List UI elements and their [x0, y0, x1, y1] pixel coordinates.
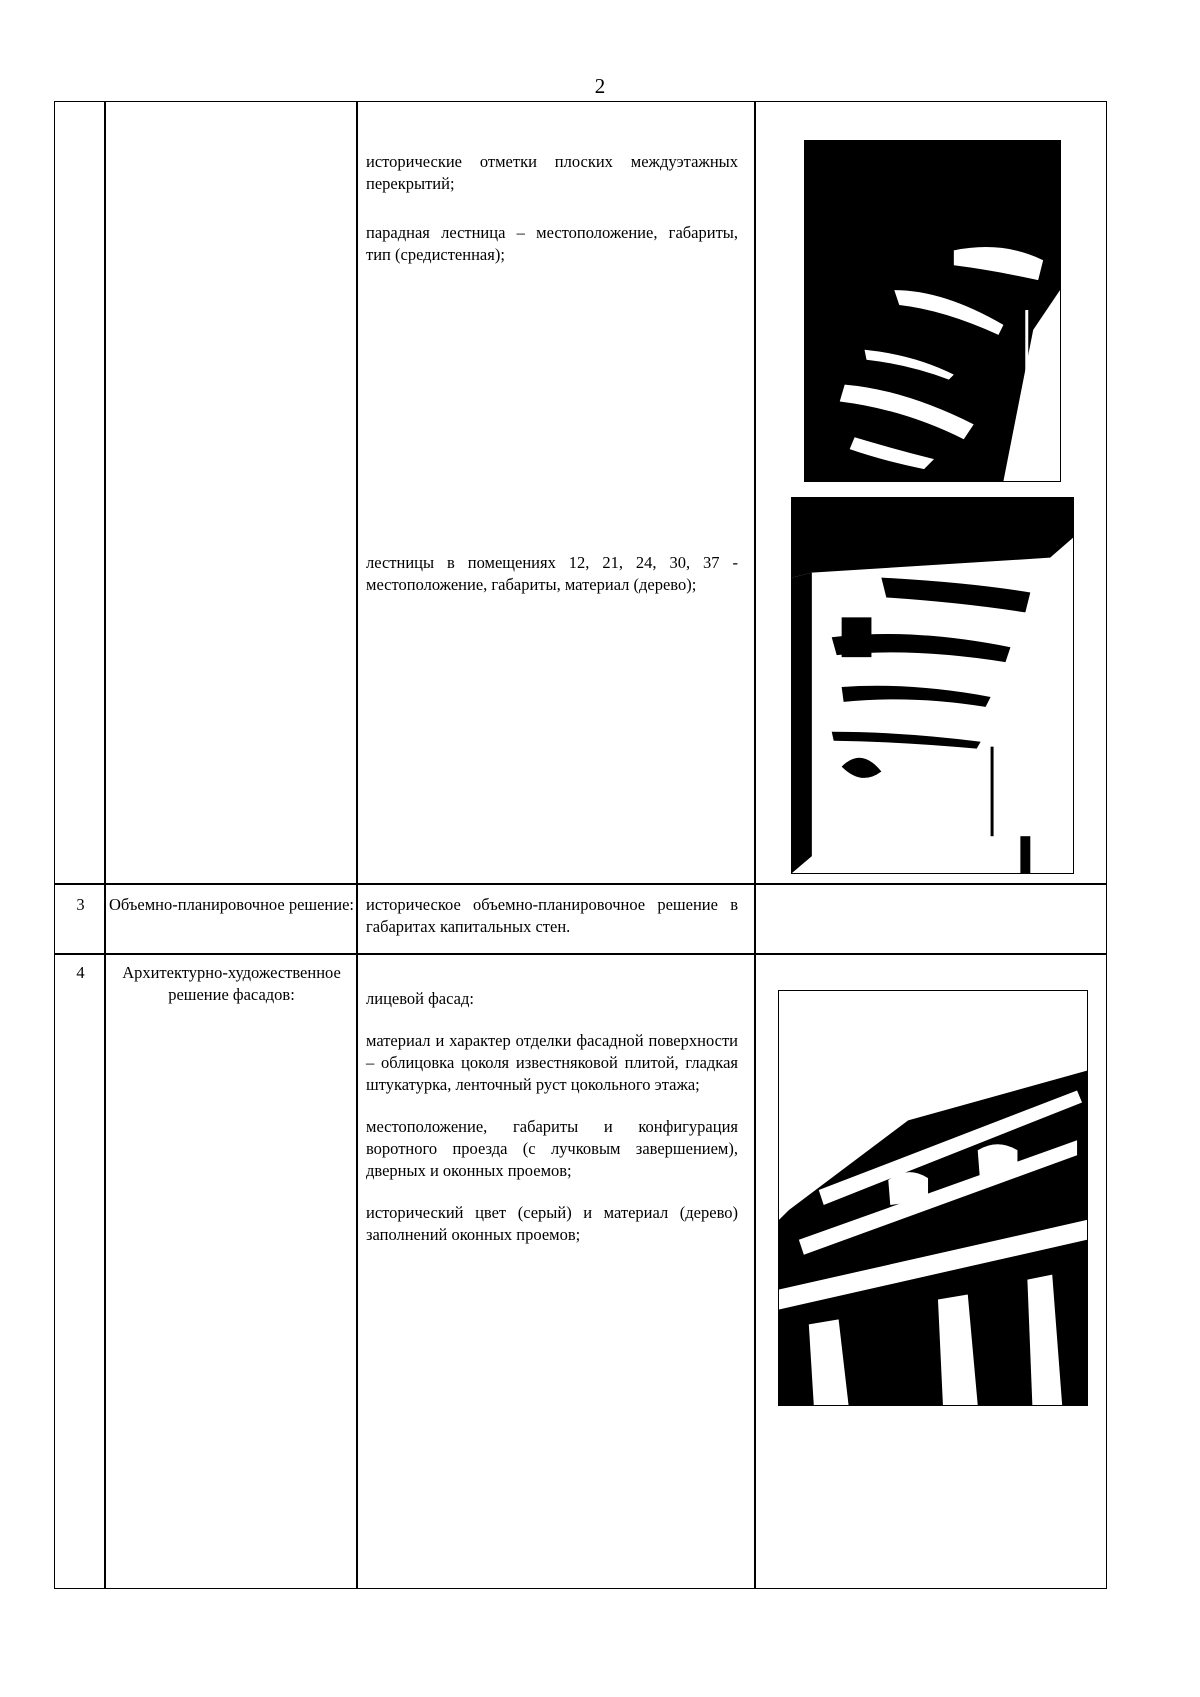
description-item: парадная лестница – местоположение, габариты, тип (средистенная);: [366, 223, 738, 264]
row-description: [366, 151, 738, 195]
staircase-photo: [804, 140, 1061, 482]
column-divider: [104, 102, 106, 1588]
row-description: [366, 988, 738, 1246]
description-item: лестницы в помещениях 12, 21, 24, 30, 37 - местоположение, габариты, материал (дерево);: [366, 553, 738, 594]
page-number: 2: [594, 74, 606, 98]
description-item: исторические отметки плоских междуэтажных перекрытий;: [366, 152, 738, 193]
description-item: лицевой фасад:: [366, 989, 474, 1008]
row-description: [366, 222, 738, 266]
row-title: Архитектурно-художественное решение фасадов:: [122, 963, 341, 1004]
row-description: [366, 552, 738, 596]
description-item: исторический цвет (серый) и материал (дерево) заполнений оконных проемов;: [366, 1203, 738, 1244]
description-item: историческое объемно-планировочное решение в габаритах капитальных стен.: [366, 895, 738, 936]
facade-photo: [778, 990, 1088, 1406]
row-description: [366, 894, 738, 938]
row-divider: [55, 953, 1106, 955]
row-number: 3: [76, 895, 85, 914]
column-divider: [754, 102, 756, 1588]
row-title: Объемно-планировочное решение:: [108, 895, 355, 914]
protection-subject-table: [54, 101, 1107, 1589]
row-number: 4: [76, 963, 85, 982]
description-item: материал и характер отделки фасадной поверхности – облицовка цоколя известняковой плитой, гладкая штукатурка, ленточный руст цокольного этажа;: [366, 1031, 738, 1094]
description-item: местоположение, габариты и конфигурация воротного проезда (с лучковым завершением), дверных и оконных проемов;: [366, 1117, 738, 1180]
row-divider: [55, 883, 1106, 885]
staircase-photo: [791, 497, 1074, 874]
column-divider: [356, 102, 358, 1588]
